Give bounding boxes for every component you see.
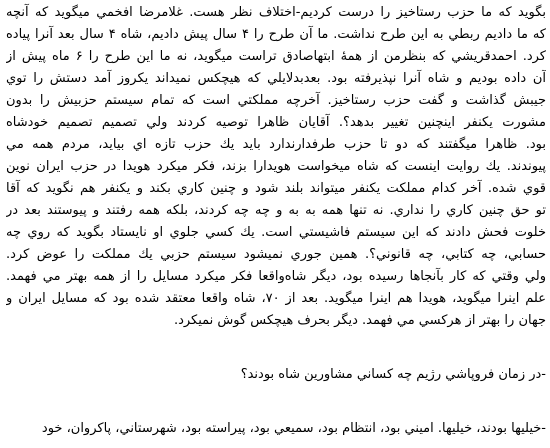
paragraph-line: بگويد كه ما حزب رستاخيز را درست كرديم-اختلاف نظر هست. غلامرضا افخمي ميگويد كه آنچه <box>6 5 546 20</box>
interview-answer: -خيليها بودند، خيليها. اميني بود، انتظام بود، سميعي بود، پيراسته بود، شهرستاني، پاكروان، خود <box>41 421 546 436</box>
paragraph-line: مشورت يكنفر اينچنين تغيير بدهد؟. آقايان ظاهرا توصيه كردند ولي تصميم تصميم خودشاه <box>6 115 546 130</box>
paragraph-line: جيبش گذاشت و گفت حزب رستاخيز. آخرچه مملكتي است كه تمام سيستم حزبيش را بدون <box>6 93 546 108</box>
paragraph-line: بود. ظاهرا ميگفتند كه دو تا حزب طرفدارندارد بايد يك حزب تازه اي بيايد، مردم همه مي <box>6 137 546 152</box>
paragraph-line: كرد. احمدقريشي كه بنظرمن از همهٔ ابتهاصادق تراست ميگويد، نه ما اين طرح را ۶ ماه پيش از <box>6 49 546 64</box>
paragraph-line: جهان را بهتر از هركسي مي فهمد. ديگر بحرف هيچكس گوش نميكرد. <box>173 313 546 328</box>
interview-question: -در زمان فروپاشي رژيم چه كساني مشاورين شاه بودند؟ <box>240 367 546 382</box>
paragraph-line: خلوت فحش دادند كه اين سيستم فاشيستي است. يك كسي جلوي او نايستاد بگويد كه روي چه <box>6 225 546 240</box>
paragraph-line: ولي وقتي كه كار بآنجاها رسيده بود، ديگر شاه‌واقعا فكر ميكرد مسايل را از همه بهتر مي فهمد. <box>6 269 546 284</box>
paragraph-line: علم اينرا ميگويد، هويدا هم اينرا ميگويد. بعد از ۷۰، شاه واقعا معتقد شده بود كه مسايل ايران و <box>6 291 546 306</box>
paragraph-line: پيوندند. يك روايت اينست كه شاه ميخواست هويدارا بزند، فكر ميكرد هويدا در حزب ايران نوين <box>6 159 546 174</box>
paragraph-line: قوي شده. آخر كدام مملكت يكنفر ميتواند بلند شود و چنين كاري بكند و يكنفر هم نگويد كه آقا <box>6 181 546 196</box>
paragraph-line: تو حق چنين كاري را نداري. نه تنها همه به به و چه چه كردند، بلكه همه رفتند و پيوستند بعد در <box>6 203 546 218</box>
paragraph-line: حسابي، چه كتابي، چه قانوني؟. همين جوري نميشود سيستم حزبي يك مملكت را عوض كرد. <box>6 247 546 262</box>
paragraph-line: كه ما داديم ربطي به اين طرح نداشت. ما آن طرح را ۴ سال پيش داديم، شاه ۴ سال بعد آنرا پياده <box>6 27 546 42</box>
paragraph-line: آن داده بوديم و شاه آنرا نپذيرفته بود. بعدبدلايلي كه هيچكس نميداند يكروز آمد دستش را توي <box>6 71 546 86</box>
